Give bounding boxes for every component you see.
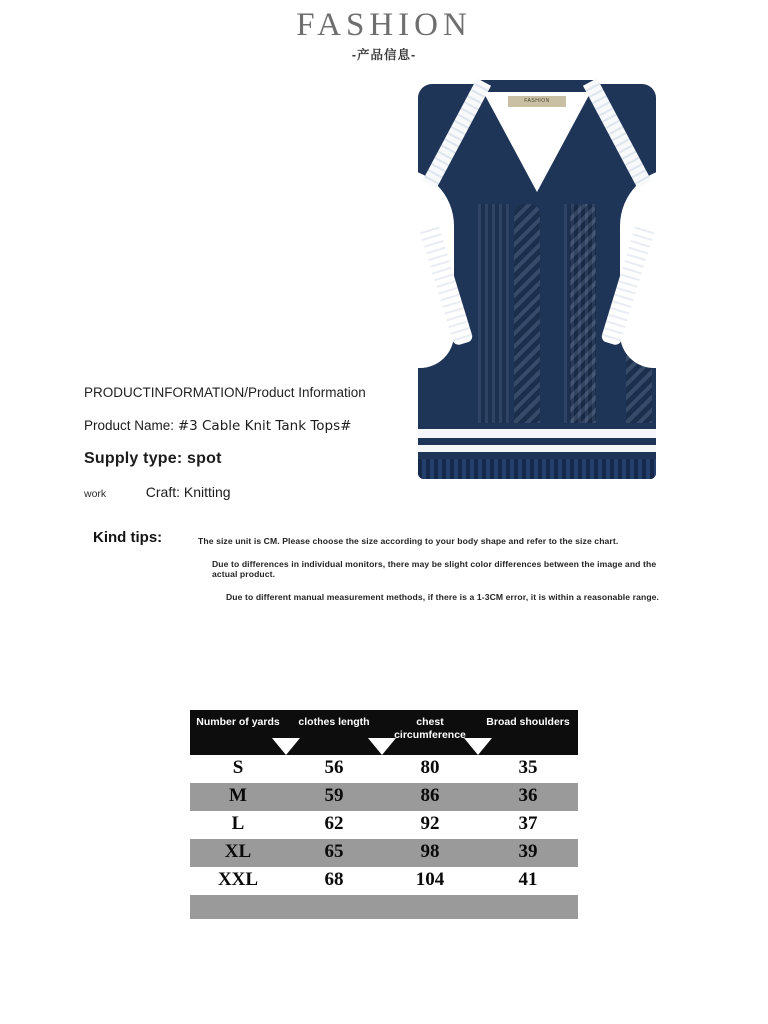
kind-tips-line-2: Due to differences in individual monitors, there may be slight color differences between the image and the actual product. [212,559,657,579]
cable-texture-1 [514,204,540,454]
product-name-value: #3 Cable Knit Tank Tops# [177,418,352,434]
header-notch-3 [464,738,492,755]
size-cell-size: XL [224,841,252,862]
size-cell-chest: 80 [420,757,440,778]
size-cell-chest: 104 [415,869,445,890]
page-subtitle: -产品信息- [351,48,417,62]
work-prefix-label: work [84,488,107,500]
product-name-row [84,418,484,434]
size-chart-header-cell-1: clothes length [298,716,370,728]
size-cell-size: XXL [217,869,259,890]
kind-tips-line-3: Due to different manual measurement methods, if there is a 1-3CM error, it is within a reasonable range. [226,592,660,602]
table-row [190,783,578,811]
kind-tips-line-1: The size unit is CM. Please choose the size according to your body shape and refer to the size chart. [198,536,619,546]
header-notch-1 [272,738,300,755]
table-row [190,867,578,895]
kind-tips-label: Kind tips: [93,529,163,546]
supply-type-row: Supply type: spot [84,450,222,467]
size-chart-header-row [190,710,578,755]
size-cell-size: M [229,785,247,806]
size-cell-shoulder: 35 [518,757,538,778]
size-cell-length: 56 [324,757,344,778]
size-chart-header-cell-3: Broad shoulders [486,716,570,728]
page-title: FASHION [296,7,472,43]
brand-label: FASHION [508,96,566,107]
page-header [0,6,768,63]
header-notch-2 [368,738,396,755]
size-chart [190,710,578,919]
product-information-block [84,385,484,516]
size-cell-length: 59 [324,785,344,806]
size-cell-size: L [231,813,245,834]
size-cell-length: 68 [324,869,344,890]
size-cell-shoulder: 41 [518,869,538,890]
size-cell-size: S [232,757,244,778]
product-name-label: Product Name: [84,418,175,433]
size-chart-header-cell-0: Number of yards [196,716,280,728]
size-cell-shoulder: 36 [518,785,538,806]
size-cell-shoulder: 37 [518,813,538,834]
product-information-heading: PRODUCTINFORMATION/Product Information [84,385,366,400]
size-chart-header-cell-2: chest circumference [394,716,466,741]
kind-tips-list [198,536,668,615]
size-cell-shoulder: 39 [518,841,538,862]
size-cell-length: 62 [324,813,344,834]
table-row [190,811,578,839]
size-cell-chest: 92 [420,813,440,834]
collar-top [475,80,599,92]
size-cell-length: 65 [324,841,344,862]
table-row [190,839,578,867]
size-cell-chest: 98 [420,841,440,862]
table-row [190,755,578,783]
cable-texture-2 [570,204,596,454]
size-chart-footer-bar [190,895,578,919]
craft-value: Craft: Knitting [145,484,231,500]
size-cell-chest: 86 [420,785,440,806]
craft-row [84,484,484,500]
